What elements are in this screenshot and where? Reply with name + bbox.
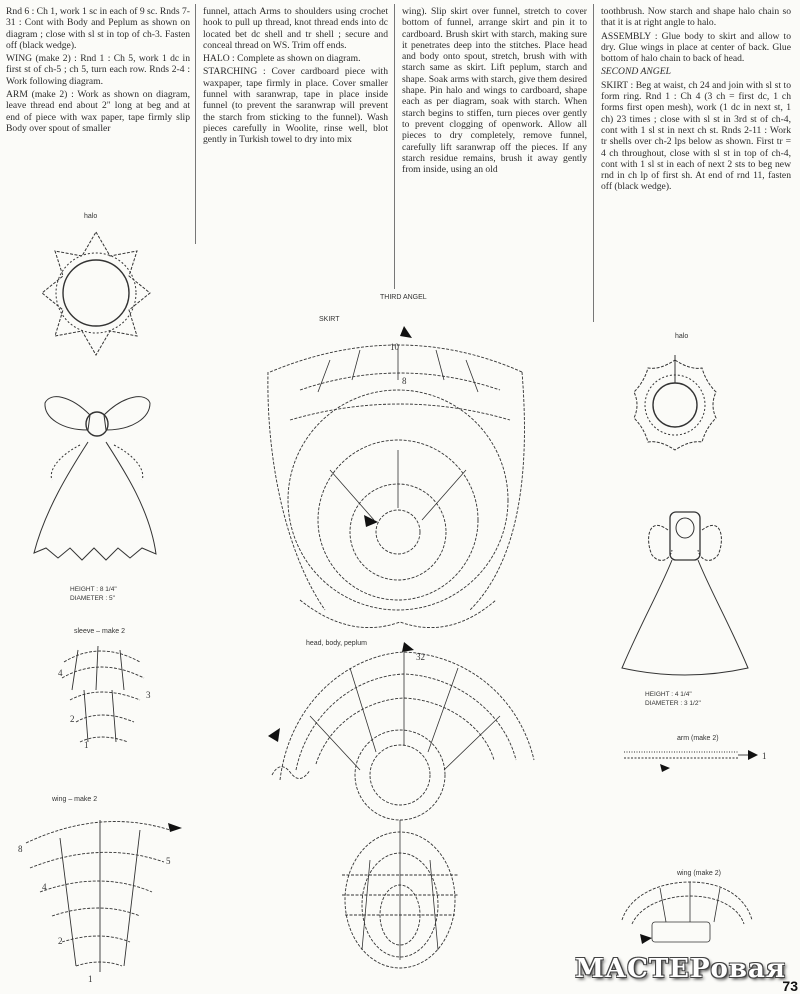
- row-number: 4: [58, 668, 63, 678]
- row-number: 8: [402, 376, 407, 386]
- skirt-label: SKIRT: [319, 316, 340, 323]
- wing-start-marker: [640, 934, 652, 944]
- paragraph: funnel, attach Arms to shoulders using crochet hook to pull up thread, knot thread ends into dc located bet dc shell and tr shell ; secure and conceal thread on WS. Trim off ends.: [203, 6, 388, 51]
- watermark: МАСТЕРовая: [575, 954, 786, 984]
- diameter-label-right: DIAMETER : 3 1/2": [645, 700, 701, 707]
- paragraph: WING (make 2) : Rnd 1 : Ch 5, work 1 dc in first st of ch-5 ; ch 5, turn each row. Rnds 2-4 : Work following diagram.: [6, 53, 190, 87]
- arm-label: arm (make 2): [677, 735, 719, 742]
- paragraph: HALO : Complete as shown on diagram.: [203, 53, 361, 65]
- row-number: 3: [146, 690, 151, 700]
- third-angel-label: THIRD ANGEL: [380, 294, 427, 301]
- page-number: 73: [782, 978, 798, 994]
- sleeve-label: sleeve – make 2: [74, 628, 125, 635]
- row-number: 2: [70, 714, 75, 724]
- halo-label-left: halo: [84, 213, 98, 220]
- height-label-right: HEIGHT : 4 1/4": [645, 691, 692, 698]
- row-number: 32: [416, 652, 425, 662]
- paragraph: SKIRT : Beg at waist, ch 24 and join with sl st to form ring. Rnd 1 : Ch 4 (3 ch = first dc, 1 ch forms first open mesh), work (1 dc in next st, 1 ch) 23 times ; close with sl st in 3rd st of ch-4, cont with 1 sl st in next ch st. Rnds 2-11 : Work tr shells over ch-2 lps below as shown. First tr = 4 ch throughout, close with sl st in top of ch-4, cont with 1 sl st in each of next 2 sts to beg new rnd in ch lp of first sh. At end of rnd 11, fasten off (black wedge).: [601, 79, 791, 193]
- paragraph: Rnd 6 : Ch 1, work 1 sc in each of 9 sc. Rnds 7-31 : Cont with Body and Peplum as shown on diagram ; close with sl st in top of ch-3. Fasten off (black wedge).: [6, 6, 190, 51]
- wing-label-right: wing (make 2): [677, 870, 721, 877]
- paragraph: wing). Slip skirt over funnel, stretch to cover bottom of funnel, arrange skirt and pin it to cardboard. Brush skirt with starch, making sure it penetrates deep into the stitches. Place head and body onto spout, stretch, brush with with starch same as skirt. Lift peplum, starch and shape. Soak arms with starch, give them desired shape. Pin halo and wings to cardboard, shape each as per diagram, soak with starch. When starch begins to stiffen, turn pieces over gently to prevent clogging of openwork. Allow all pieces to dry completely, remove funnel, carefully lift saranwrap off the pieces. If any starch residue remains, brush it away gently from inside, using an old: [402, 6, 587, 176]
- row-number: 1: [88, 974, 93, 984]
- diameter-label-left: DIAMETER : 5": [70, 595, 115, 602]
- halo-label-right: halo: [675, 333, 689, 340]
- paragraph: STARCHING : Cover cardboard piece with waxpaper, tape firmly in place. Cover smaller funnel with saranwrap, tape in place inside funnel (to prevent the saranwrap will prevent the starch from sticking to the funnel). Wash pieces carefully in Woolite, rinse well, blot gently in Turkish towel to dry into mix: [203, 66, 388, 146]
- row-number: 8: [18, 844, 23, 854]
- height-label-left: HEIGHT : 8 1/4": [70, 586, 117, 593]
- row-number: 4: [42, 882, 47, 892]
- paragraph: ARM (make 2) : Work as shown on diagram, leave thread end about 2" long at beg and at end of piece with wax paper, tape firmly slip Body over spout of smaller: [6, 89, 190, 134]
- row-number: 5: [166, 856, 171, 866]
- paragraph: toothbrush. Now starch and shape halo chain so that it is at right angle to halo.: [601, 6, 791, 29]
- row-number: 10: [390, 342, 399, 352]
- row-number: 1: [84, 740, 89, 750]
- head-body-label: head, body, peplum: [306, 640, 367, 647]
- row-number: 2: [58, 936, 63, 946]
- wing-label-left: wing – make 2: [52, 796, 98, 803]
- section-heading: SECOND ANGEL: [601, 66, 671, 78]
- row-number: 1: [762, 751, 767, 761]
- paragraph: ASSEMBLY : Glue body to skirt and allow to dry. Glue wings in place at center of back. Glue bottom of halo chain to back of head.: [601, 30, 791, 65]
